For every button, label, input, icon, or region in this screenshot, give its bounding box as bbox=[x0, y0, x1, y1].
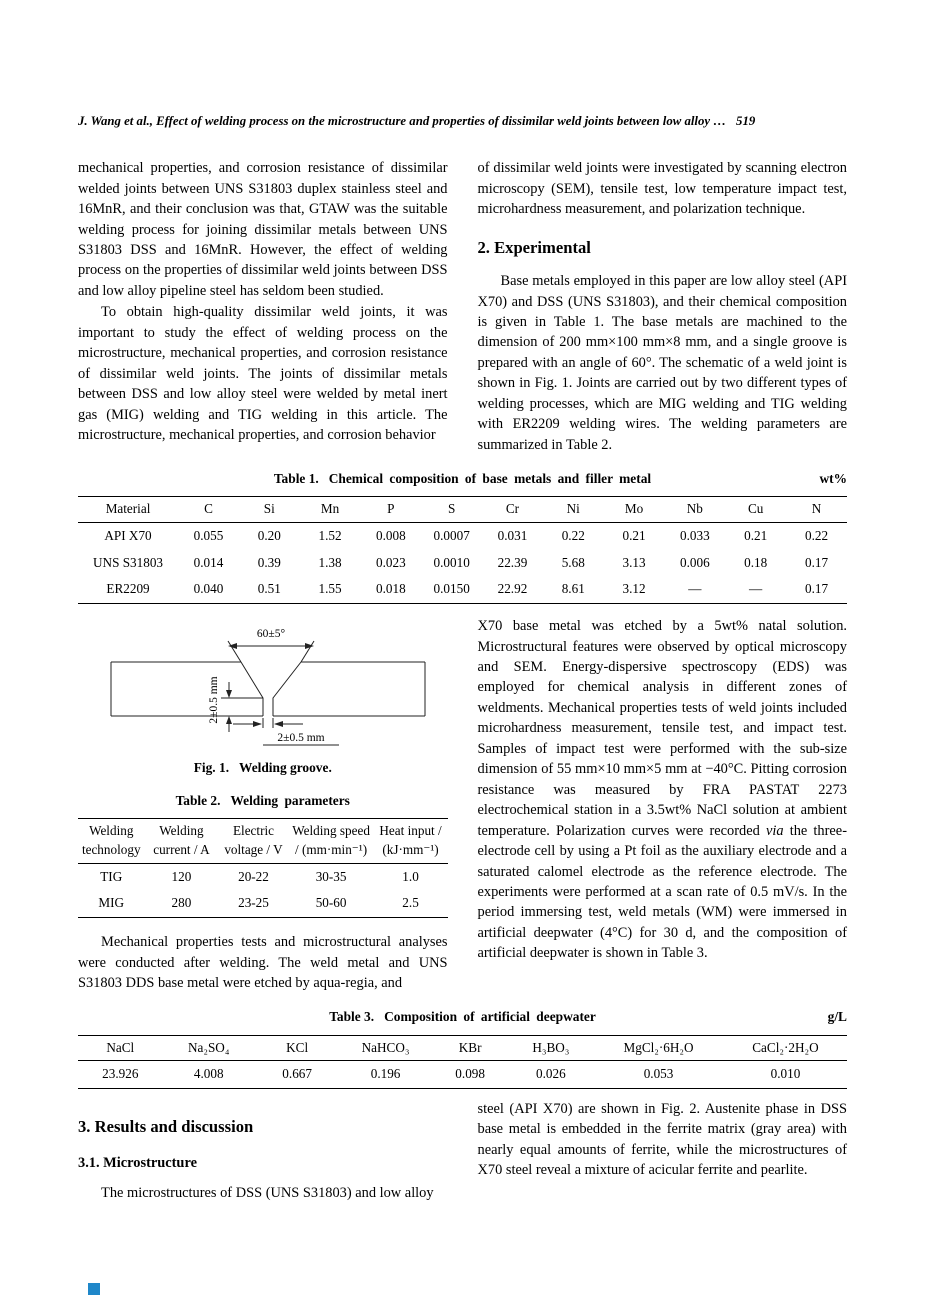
figure1-angle-label: 60±5° bbox=[256, 628, 285, 641]
column-header: Mn bbox=[300, 497, 361, 523]
column-header: Na₂SO₄ bbox=[163, 1035, 255, 1061]
table1-block bbox=[78, 469, 847, 604]
table-cell: ER2209 bbox=[106, 581, 150, 597]
table-row bbox=[78, 890, 448, 917]
paragraph: Mechanical properties tests and microstructural analyses were conducted after welding. The weld metal and UNS S31803 DDS base metal were etched by aqua-regia, and bbox=[78, 934, 448, 992]
table-cell: 1.0 bbox=[402, 868, 419, 884]
column-header: Welding current / A bbox=[145, 819, 219, 863]
column-header: KBr bbox=[432, 1035, 509, 1061]
column-header: Nb bbox=[664, 497, 725, 523]
corner-mark bbox=[88, 1283, 100, 1295]
left-column-2 bbox=[78, 616, 448, 993]
table3-caption bbox=[78, 1007, 847, 1026]
column-header: CaCl₂·2H₂O bbox=[724, 1035, 847, 1061]
table-cell: 0.031 bbox=[497, 527, 528, 543]
column-header: Si bbox=[239, 497, 300, 523]
figure1-left-dim-label: 2±0.5 mm bbox=[207, 676, 220, 724]
table-cell: 0.008 bbox=[376, 527, 406, 543]
table-cell: UNS S31803 bbox=[93, 554, 164, 570]
column-header: N bbox=[786, 497, 847, 523]
column-header: NaHCO₃ bbox=[339, 1035, 431, 1061]
intro-columns bbox=[78, 158, 847, 455]
table-cell: 0.51 bbox=[257, 581, 281, 597]
results-columns bbox=[78, 1099, 847, 1203]
table-cell: 0.0007 bbox=[433, 527, 470, 543]
table-cell: 280 bbox=[171, 895, 192, 911]
table3-caption-label: Table 3. bbox=[329, 1009, 375, 1025]
table-cell: 0.014 bbox=[193, 554, 224, 570]
table-cell: 0.18 bbox=[744, 554, 768, 570]
column-header: Mo bbox=[604, 497, 665, 523]
table-cell: 0.026 bbox=[536, 1066, 566, 1082]
paragraph: mechanical properties, and corrosion resistance of dissimilar welded joints between UNS S31803 duplex stainless steel and 16MnR, and their conclusion was that, GTAW was the suitable welding process for joining dissimilar metals between UNS S31803 DSS and 16MnR. However, the effect of welding process on the properties of dissimilar weld joints between DSS and low alloy pipeline steel has seldom been studied. bbox=[78, 160, 448, 299]
table-header-row bbox=[78, 1035, 847, 1061]
column-header: Welding speed / (mm·min⁻¹) bbox=[289, 819, 374, 863]
table-row bbox=[78, 1061, 847, 1089]
table-cell: 0.17 bbox=[804, 581, 829, 597]
table1-unit: wt% bbox=[819, 471, 847, 487]
paragraph: The microstructures of DSS (UNS S31803) and low alloy bbox=[101, 1185, 434, 1201]
table-cell: 0.010 bbox=[770, 1066, 801, 1082]
table-cell: 0.033 bbox=[680, 527, 710, 543]
column-header: MgCl₂·6H₂O bbox=[593, 1035, 724, 1061]
table-header-row bbox=[78, 819, 448, 863]
table-cell: 0.20 bbox=[257, 527, 281, 543]
running-head bbox=[78, 112, 847, 130]
table-cell: 0.0150 bbox=[433, 581, 470, 597]
table1-caption-text: Chemical composition of base metals and filler metal bbox=[328, 471, 652, 487]
table2-caption-text: Welding parameters bbox=[230, 793, 350, 809]
column-header: NaCl bbox=[78, 1035, 163, 1061]
figure1-caption bbox=[78, 758, 448, 777]
table1-caption-label: Table 1. bbox=[273, 471, 319, 487]
figure1 bbox=[78, 616, 448, 750]
welding-groove-figure bbox=[93, 620, 433, 750]
left-column-3 bbox=[78, 1099, 448, 1203]
table-cell: 22.92 bbox=[497, 581, 528, 597]
subsection-heading-microstructure: 3.1. Microstructure bbox=[78, 1154, 197, 1171]
table-row bbox=[78, 550, 847, 577]
table-cell: API X70 bbox=[104, 527, 152, 543]
table-cell: 3.13 bbox=[622, 554, 646, 570]
table-cell: 120 bbox=[171, 868, 192, 884]
table-header-row bbox=[78, 497, 847, 523]
table-cell: 30-35 bbox=[315, 868, 347, 884]
column-header: Cr bbox=[482, 497, 543, 523]
table1 bbox=[78, 496, 847, 604]
table-cell: 23-25 bbox=[238, 895, 269, 911]
column-header: KCl bbox=[255, 1035, 340, 1061]
figure1-caption-label: Fig. 1. bbox=[193, 760, 230, 776]
table-cell: 1.52 bbox=[318, 527, 342, 543]
table-cell: 3.12 bbox=[622, 581, 646, 597]
table2-caption bbox=[78, 791, 448, 810]
groove-drawing bbox=[111, 641, 425, 745]
table1-caption bbox=[78, 469, 847, 488]
table-cell: 20-22 bbox=[238, 868, 269, 884]
table-cell: 0.023 bbox=[376, 554, 406, 570]
column-header: H₃BO₃ bbox=[509, 1035, 594, 1061]
table-cell: 4.008 bbox=[193, 1066, 224, 1082]
column-header: C bbox=[178, 497, 239, 523]
table3 bbox=[78, 1035, 847, 1089]
table-cell: 23.926 bbox=[102, 1066, 139, 1082]
table-cell: 0.055 bbox=[193, 527, 224, 543]
column-header: Electric voltage / V bbox=[218, 819, 288, 863]
table-cell: 0.040 bbox=[193, 581, 224, 597]
column-header: Heat input / (kJ·mm⁻¹) bbox=[374, 819, 448, 863]
column-header: P bbox=[360, 497, 421, 523]
table-cell: — bbox=[688, 581, 702, 597]
column-header: Welding technology bbox=[78, 819, 145, 863]
table-cell: 0.667 bbox=[282, 1066, 312, 1082]
table3-caption-text: Composition of artificial deepwater bbox=[384, 1009, 596, 1025]
column-header: Cu bbox=[725, 497, 786, 523]
table-cell: 2.5 bbox=[402, 895, 419, 911]
right-column-1 bbox=[478, 158, 848, 455]
table3-unit: g/L bbox=[827, 1009, 847, 1025]
paragraph bbox=[478, 616, 848, 964]
table-cell: 0.0010 bbox=[433, 554, 470, 570]
table-row bbox=[78, 863, 448, 890]
table-row bbox=[78, 522, 847, 549]
experimental-columns bbox=[78, 616, 847, 993]
table-cell: 0.22 bbox=[804, 527, 829, 543]
table-cell: MIG bbox=[98, 895, 125, 911]
table-cell: 0.39 bbox=[257, 554, 281, 570]
column-header: Material bbox=[78, 497, 178, 523]
left-column-1 bbox=[78, 158, 448, 455]
paragraph: of dissimilar weld joints were investigated by scanning electron microscopy (SEM), tensile test, low temperature impact test, microhardness measurement, and polarization technique. bbox=[477, 160, 847, 218]
right-column-2 bbox=[478, 616, 848, 993]
paragraph: steel (API X70) are shown in Fig. 2. Austenite phase in DSS base metal is embedded in the ferrite matrix (gray area) with nearly equal amounts of ferrite, while the microstructures of X70 steel reveal a mixture of acicular ferrite and pearlite. bbox=[477, 1100, 847, 1179]
table-cell: 8.61 bbox=[561, 581, 585, 597]
table-cell: 0.22 bbox=[561, 527, 585, 543]
column-header: S bbox=[421, 497, 482, 523]
paragraph-text: X70 base metal was etched by a 5wt% natal solution. Microstructural features were observed by optical microscopy and SEM. Energy-dispersive spectroscopy (EDS) was employed for chemical analysis in different zones of weldments. Mechanical properties tests of weld joints included microhardness measurement, tensile test, and impact test. Samples of impact test were performed with the sub-size dimension of 55 mm×10 mm×5 mm at −40°C. Pitting corrosion resistance was measured by FRA PASTAT 2273 electrochemical station in a 3.5wt% NaCl solution at ambient temperature. Polarization curves were recorded bbox=[477, 618, 847, 839]
table-cell: 0.196 bbox=[370, 1066, 401, 1082]
section-heading-experimental: 2. Experimental bbox=[477, 237, 591, 257]
section-heading-results: 3. Results and discussion bbox=[78, 1116, 254, 1136]
table-row bbox=[78, 576, 847, 603]
right-column-3 bbox=[478, 1099, 848, 1203]
table-cell: 22.39 bbox=[497, 554, 528, 570]
table2-caption-label: Table 2. bbox=[175, 793, 221, 809]
table3-block bbox=[78, 1007, 847, 1089]
table-cell: 0.21 bbox=[744, 527, 768, 543]
table-cell: 0.018 bbox=[376, 581, 406, 597]
paragraph: Base metals employed in this paper are low alloy steel (API X70) and DSS (UNS S31803), and their chemical composition is given in Table 1. The base metals are machined to the dimension of 200 mm×100 mm×8 mm, and a single groove is prepared with an angle of 60°. The schematic of a weld joint is shown in Fig. 1. Joints are carried out by two different types of welding processes, which are MIG welding and TIG welding with ER2209 welding wires. The welding parameters are summarized in Table 2. bbox=[477, 273, 847, 453]
figure1-caption-text: Welding groove. bbox=[239, 760, 332, 776]
table-cell: 0.17 bbox=[804, 554, 829, 570]
table2 bbox=[78, 818, 448, 918]
running-head-text: J. Wang et al., Effect of welding process on the microstructure and properties of dissimilar weld joints between low alloy … bbox=[78, 114, 727, 128]
table-cell: TIG bbox=[100, 868, 123, 884]
table-cell: 0.006 bbox=[680, 554, 710, 570]
table-cell: — bbox=[749, 581, 763, 597]
column-header: Ni bbox=[543, 497, 604, 523]
via-italic: via bbox=[765, 822, 784, 839]
table-cell: 1.38 bbox=[318, 554, 342, 570]
table-cell: 0.053 bbox=[643, 1066, 674, 1082]
paragraph-text: the three-electrode cell by using a Pt foil as the auxiliary electrode and a saturated calomel electrode as the reference electrode. The experiments were performed at a scan rate of 0.5 mV/s. In the period immersing test, weld metals (WM) were immersed in artificial deepwater (4°C) for 30 d, and the composition of artificial deepwater is shown in Table 3. bbox=[477, 822, 847, 962]
table-cell: 50-60 bbox=[315, 895, 347, 911]
table2-block bbox=[78, 791, 448, 918]
table-cell: 0.098 bbox=[455, 1066, 485, 1082]
page-number: 519 bbox=[736, 114, 756, 128]
table-cell: 0.21 bbox=[622, 527, 646, 543]
paragraph: To obtain high-quality dissimilar weld joints, it was important to study the effect of welding process on the microstructure, mechanical properties, and corrosion resistance of dissimilar weld joints. The joints of dissimilar metals between DSS and low alloy steel were welded by metal inert gas (MIG) welding and TIG welding in this article. The microstructure, mechanical properties, and corrosion behavior bbox=[78, 304, 448, 444]
table-cell: 1.55 bbox=[318, 581, 342, 597]
figure1-bottom-dim-label: 2±0.5 mm bbox=[277, 732, 325, 745]
table-cell: 5.68 bbox=[561, 554, 585, 570]
